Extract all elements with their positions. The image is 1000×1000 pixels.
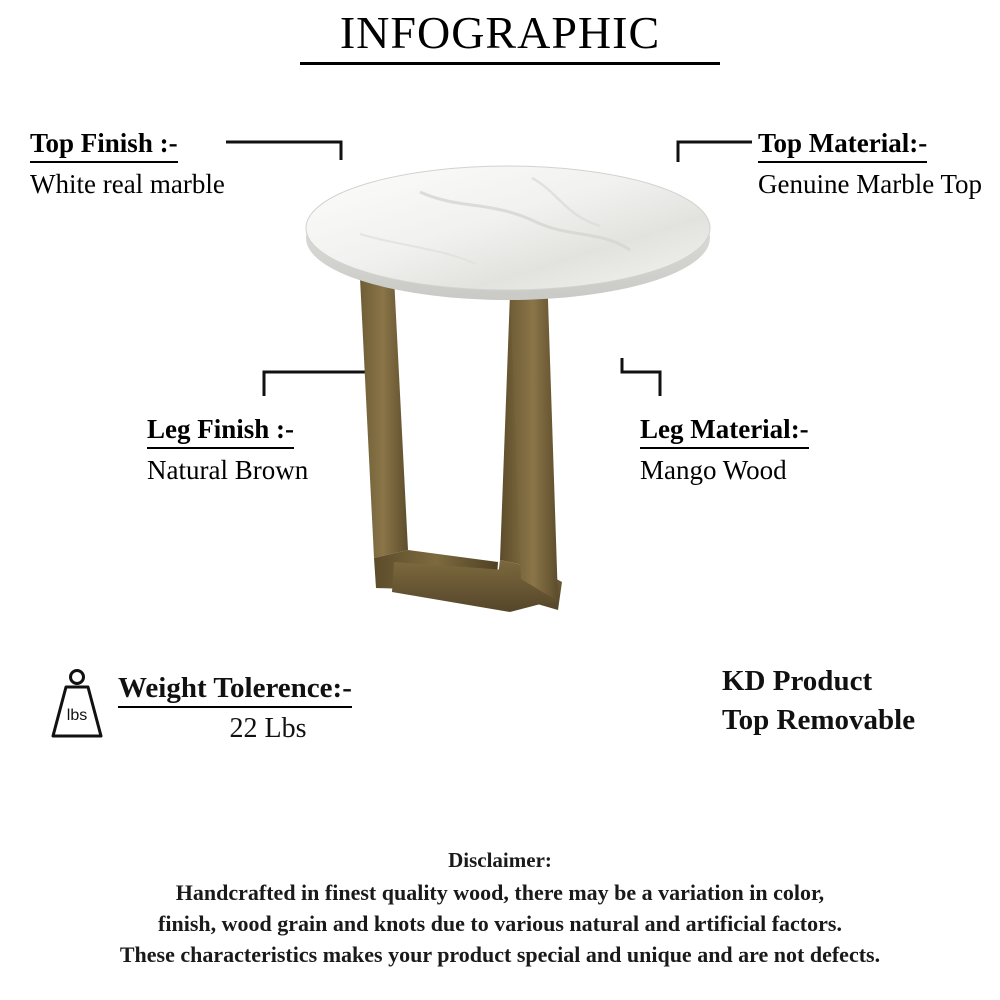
- kd-product-line2: Top Removable: [722, 704, 916, 737]
- callout-top-material-value: Genuine Marble Top: [758, 168, 983, 199]
- disclaimer-line-2: finish, wood grain and knots due to various natural and artificial factors.: [158, 911, 842, 937]
- disclaimer-block: [0, 848, 1000, 971]
- callout-leg-material-value: Mango Wood: [640, 454, 787, 485]
- kd-product-line1: KD Product: [722, 665, 873, 697]
- weight-tolerance-heading: Weight Tolerence:-: [118, 672, 352, 708]
- disclaimer-title: Disclaimer:: [448, 848, 552, 872]
- callout-leg-material: [640, 414, 809, 487]
- kd-product-block: [722, 662, 915, 740]
- weight-tolerance-value: 22 Lbs: [229, 713, 307, 744]
- callout-leg-finish-value: Natural Brown: [147, 454, 309, 485]
- product-illustration: [300, 130, 780, 620]
- callout-top-material-heading: Top Material:-: [758, 128, 927, 163]
- callout-leg-finish-heading: Leg Finish :-: [147, 414, 294, 449]
- disclaimer-line-1: Handcrafted in finest quality wood, there may be a variation in color,: [175, 880, 825, 905]
- page-title: INFOGRAPHIC: [339, 7, 661, 58]
- callout-top-finish: [30, 128, 225, 201]
- callout-top-finish-value: White real marble: [30, 168, 225, 199]
- callout-leg-material-heading: Leg Material:-: [640, 414, 809, 449]
- weight-tolerance-block: [118, 672, 418, 745]
- weight-icon: [46, 668, 108, 744]
- callout-top-finish-heading: Top Finish :-: [30, 128, 178, 163]
- callout-leg-finish: [147, 414, 308, 487]
- callout-top-material: [758, 128, 998, 201]
- weight-icon-label: lbs: [66, 707, 88, 724]
- disclaimer-line-3: These characteristics makes your product special and unique and are not defects.: [119, 942, 881, 968]
